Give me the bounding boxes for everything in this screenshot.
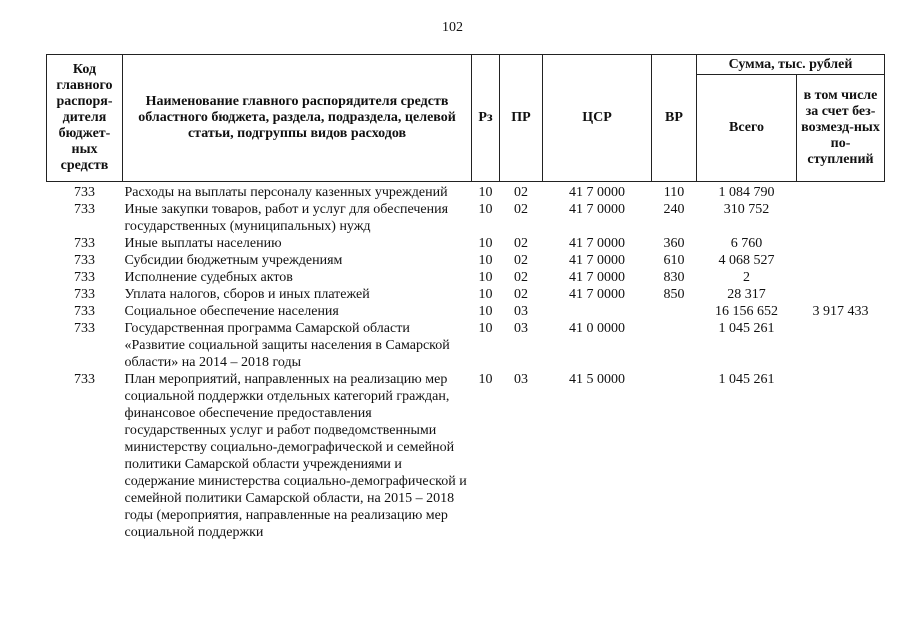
- cell-grants: [797, 235, 885, 252]
- cell-code: 733: [74, 287, 95, 302]
- cell-csr: 41 0 0000: [569, 321, 625, 336]
- cell-rz: 10: [478, 372, 493, 387]
- table-row: [47, 320, 885, 371]
- cell-rz: 10: [478, 287, 493, 302]
- cell-pr: 03: [514, 321, 528, 336]
- cell-csr: 41 7 0000: [569, 202, 625, 217]
- page-number: 102: [442, 20, 463, 35]
- cell-csr: 41 7 0000: [569, 185, 625, 200]
- cell-total: 1 045 261: [718, 321, 775, 336]
- cell-total: 6 760: [730, 236, 763, 251]
- cell-code: 733: [74, 304, 95, 319]
- cell-pr: 02: [514, 253, 528, 268]
- cell-rz: 10: [478, 202, 493, 217]
- budget-table: [46, 54, 885, 541]
- cell-code: 733: [74, 202, 95, 217]
- table-row: [47, 201, 885, 235]
- cell-pr: 03: [514, 304, 528, 319]
- cell-total: 1 045 261: [718, 372, 775, 387]
- cell-vr: 610: [663, 253, 685, 268]
- cell-grants: [797, 371, 885, 541]
- table-row: [47, 182, 885, 202]
- cell-csr: 41 7 0000: [569, 287, 625, 302]
- cell-code: 733: [74, 321, 95, 336]
- cell-vr: [652, 320, 697, 371]
- header-total: Всего: [697, 75, 797, 182]
- cell-csr: 41 7 0000: [569, 236, 625, 251]
- cell-pr: 02: [514, 185, 528, 200]
- cell-code: 733: [74, 270, 95, 285]
- cell-csr: 41 5 0000: [569, 372, 625, 387]
- cell-pr: 02: [514, 287, 528, 302]
- cell-total: 310 752: [723, 202, 770, 217]
- table-header: [47, 55, 885, 182]
- cell-csr: [543, 303, 652, 320]
- cell-name: Расходы на выплаты персоналу казенных учреждений: [124, 185, 448, 200]
- cell-rz: 10: [478, 185, 493, 200]
- cell-total: 28 317: [727, 287, 766, 302]
- table-row: [47, 303, 885, 320]
- cell-vr: 830: [663, 270, 685, 285]
- table-row: [47, 286, 885, 303]
- cell-name: Уплата налогов, сборов и иных платежей: [124, 287, 370, 302]
- cell-csr: 41 7 0000: [569, 270, 625, 285]
- cell-name: Социальное обеспечение населения: [124, 304, 339, 319]
- table-row: [47, 269, 885, 286]
- cell-vr: [652, 371, 697, 541]
- header-csr: ЦСР: [543, 55, 652, 182]
- header-name: Наименование главного распорядителя средств областного бюджета, раздела, подраздела, целевой статьи, подгруппы видов расходов: [123, 55, 472, 182]
- cell-grants: [797, 201, 885, 235]
- cell-grants: [797, 269, 885, 286]
- cell-pr: 02: [514, 202, 528, 217]
- cell-code: 733: [74, 185, 95, 200]
- header-vr: ВР: [652, 55, 697, 182]
- cell-vr: 110: [663, 185, 685, 200]
- cell-pr: 02: [514, 236, 528, 251]
- table-body: [47, 182, 885, 542]
- cell-rz: 10: [478, 270, 493, 285]
- cell-name: Иные выплаты населению: [124, 236, 282, 251]
- cell-rz: 10: [478, 253, 493, 268]
- header-code: Код главного распоря-дителя бюджет-ных средств: [47, 55, 123, 182]
- header-grants: в том числе за счет без-возмезд-ных по-ступлений: [797, 75, 885, 182]
- header-rz: Рз: [472, 55, 500, 182]
- table-row: [47, 252, 885, 269]
- cell-name: Субсидии бюджетным учреждениям: [124, 253, 343, 268]
- table-row: [47, 371, 885, 541]
- table-row: [47, 235, 885, 252]
- cell-total: 16 156 652: [715, 304, 778, 319]
- cell-rz: 10: [478, 236, 493, 251]
- cell-vr: 850: [663, 287, 685, 302]
- cell-grants: [797, 252, 885, 269]
- cell-name: Государственная программа Самарской области «Развитие социальной защиты населения в Самарской области» на 2014 – 2018 годы: [124, 321, 450, 370]
- header-sum: Сумма, тыс. рублей: [697, 55, 885, 75]
- cell-vr: 360: [663, 236, 685, 251]
- cell-total: 2: [743, 270, 750, 285]
- cell-pr: 03: [514, 372, 528, 387]
- cell-total: 1 084 790: [718, 185, 775, 200]
- cell-vr: [652, 303, 697, 320]
- cell-code: 733: [74, 236, 95, 251]
- cell-rz: 10: [478, 321, 493, 336]
- cell-name: Исполнение судебных актов: [124, 270, 293, 285]
- cell-pr: 02: [514, 270, 528, 285]
- cell-vr: 240: [663, 202, 685, 217]
- cell-grants: 3 917 433: [812, 304, 869, 319]
- cell-grants: [797, 286, 885, 303]
- cell-name: Иные закупки товаров, работ и услуг для обеспечения государственных (муниципальных) нужд: [124, 202, 449, 234]
- cell-code: 733: [74, 372, 95, 387]
- cell-total: 4 068 527: [718, 253, 775, 268]
- cell-name: План мероприятий, направленных на реализацию мер социальной поддержки отдельных категорий граждан, финансовое обеспечение предоставления государственных услуг и работ подведомственными министерству социально-демографической и семейной политики Самарской области учреждениями и содержание министерства социально-демографической и семейной политики Самарской области, на 2015 – 2018 годы (мероприятия, направленные на реализацию мер социальной поддержки: [124, 372, 467, 540]
- cell-csr: 41 7 0000: [569, 253, 625, 268]
- cell-code: 733: [74, 253, 95, 268]
- cell-grants: [797, 320, 885, 371]
- header-pr: ПР: [500, 55, 543, 182]
- cell-rz: 10: [478, 304, 493, 319]
- cell-grants: [797, 182, 885, 202]
